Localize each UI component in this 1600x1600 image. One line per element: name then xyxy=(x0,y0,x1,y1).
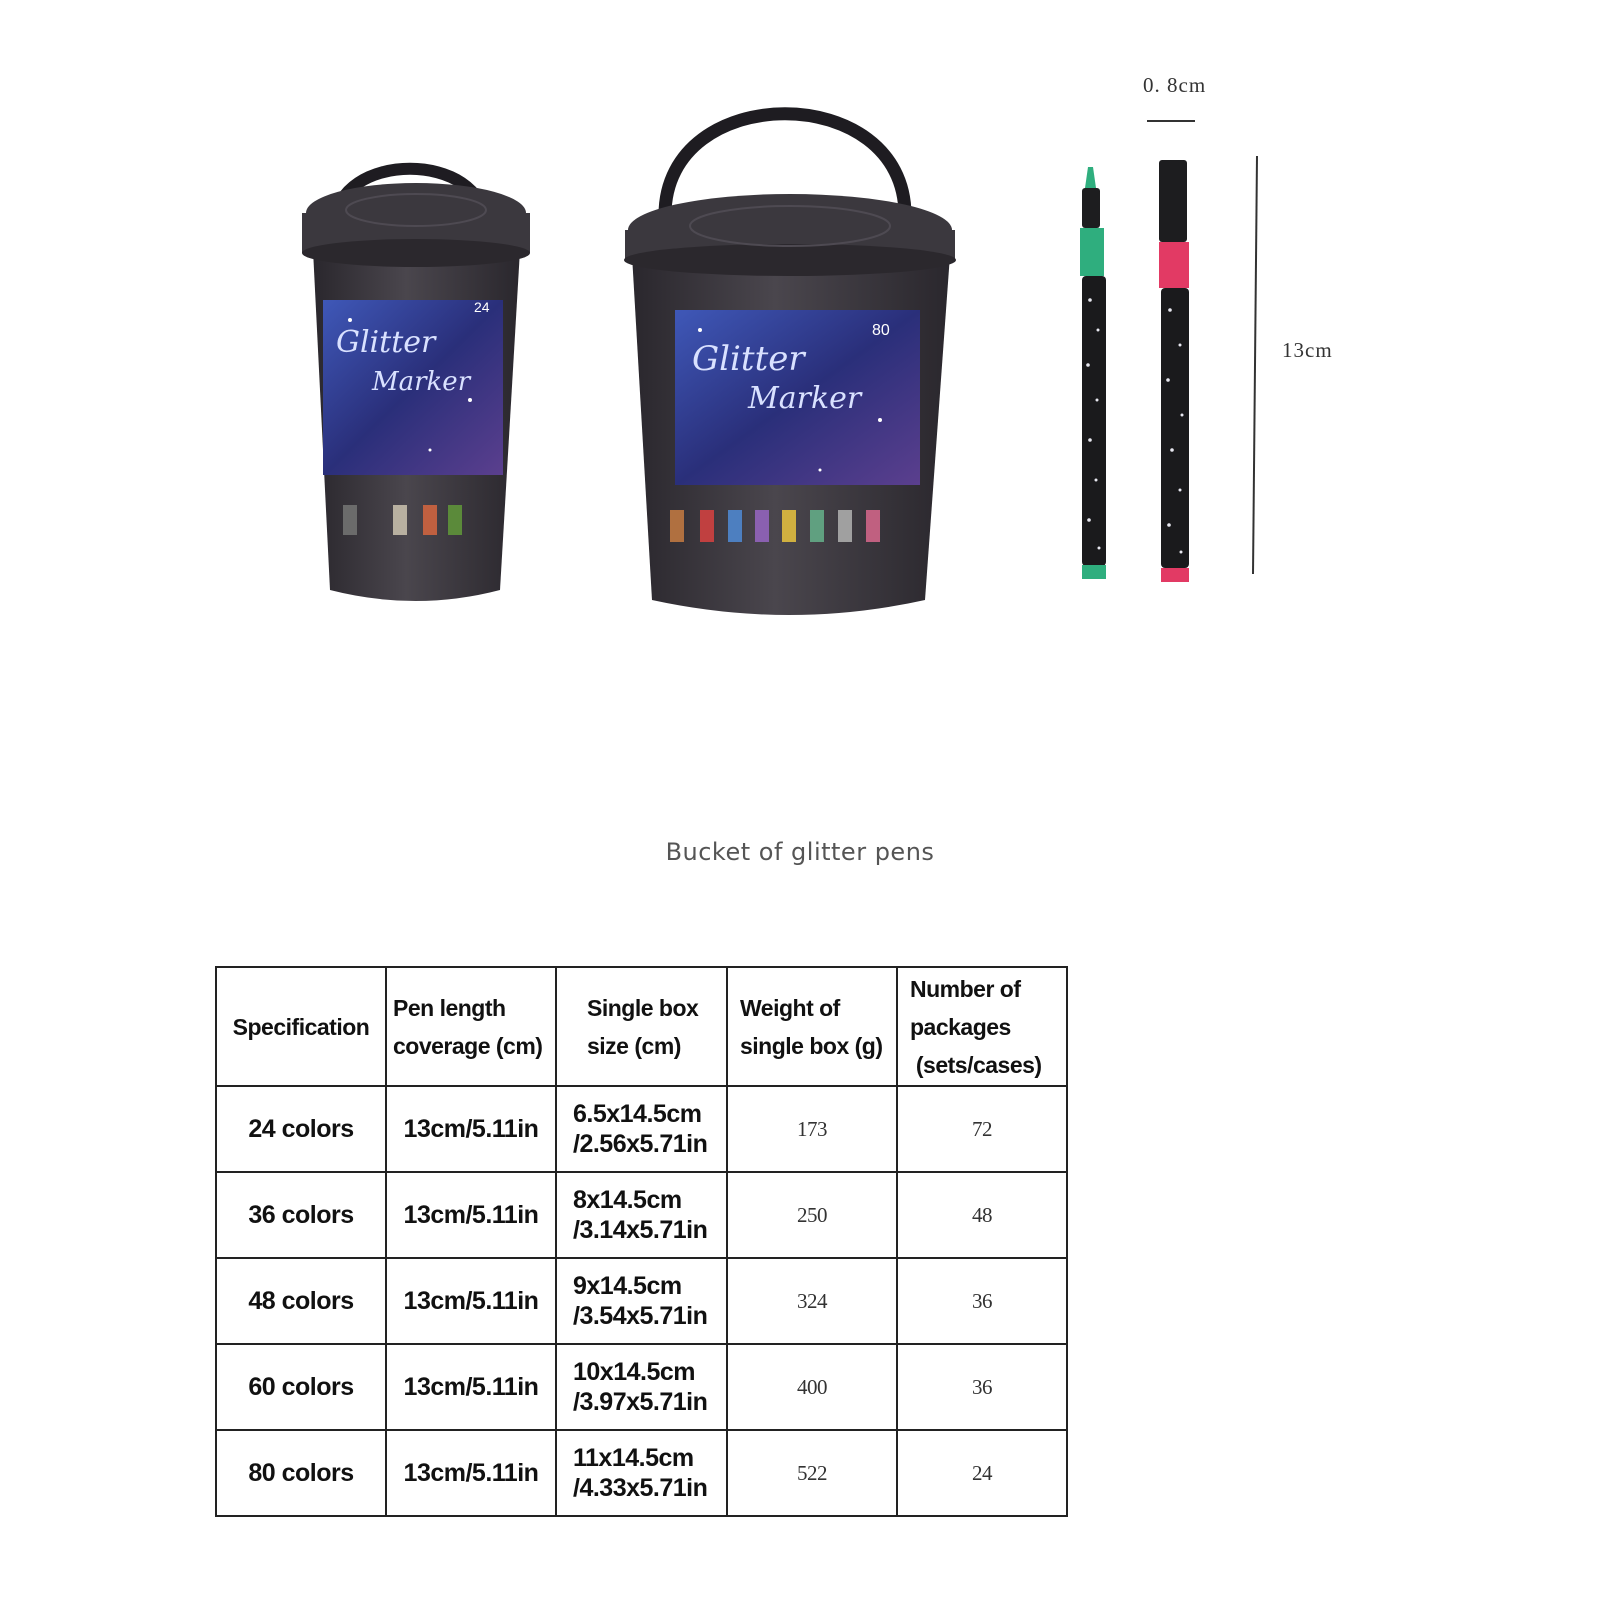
specification-table xyxy=(215,966,1068,1517)
small-bucket-label-subtitle: Marker xyxy=(372,367,471,397)
cell-line: 9x14.5cm xyxy=(573,1272,682,1300)
cell-packages: 72 xyxy=(897,1086,1067,1172)
header-line: Weight of xyxy=(740,994,840,1021)
cell-box-size xyxy=(556,1172,727,1258)
cell-line: 10x14.5cm xyxy=(573,1358,696,1386)
cell-box-size xyxy=(556,1344,727,1430)
cell-pen-length: 13cm/5.11in xyxy=(386,1430,556,1516)
table-row xyxy=(216,1258,1067,1344)
header-line: Number of xyxy=(910,975,1021,1002)
cell-line: /2.56x5.71in xyxy=(573,1130,708,1158)
header-line: (sets/cases) xyxy=(910,1051,1042,1078)
table-row xyxy=(216,1344,1067,1430)
cell-weight: 522 xyxy=(727,1430,897,1516)
cell-specification: 48 colors xyxy=(216,1258,386,1344)
cell-pen-length: 13cm/5.11in xyxy=(386,1172,556,1258)
header-box-weight xyxy=(727,967,897,1086)
cell-weight: 173 xyxy=(727,1086,897,1172)
table-row xyxy=(216,1430,1067,1516)
header-line: size (cm) xyxy=(587,1032,681,1059)
pen-length-label: 13cm xyxy=(1282,338,1333,362)
header-line: Specification xyxy=(232,1013,370,1040)
figure-caption: Bucket of glitter pens xyxy=(665,838,935,866)
cell-weight: 324 xyxy=(727,1258,897,1344)
small-bucket-label-title: Glitter xyxy=(336,325,436,360)
header-packages xyxy=(897,967,1067,1086)
cell-pen-length: 13cm/5.11in xyxy=(386,1258,556,1344)
header-line: Single box xyxy=(587,994,699,1021)
cell-line: 11x14.5cm xyxy=(573,1444,694,1472)
small-bucket-count-badge: 24 xyxy=(474,299,490,315)
cell-line: /4.33x5.71in xyxy=(573,1474,708,1502)
cell-box-size xyxy=(556,1258,727,1344)
product-figure xyxy=(0,0,1600,720)
cell-packages: 24 xyxy=(897,1430,1067,1516)
cell-box-size xyxy=(556,1430,727,1516)
header-line: single box (g) xyxy=(740,1032,883,1059)
pens-image xyxy=(1080,121,1257,582)
length-dimension-line xyxy=(1253,156,1257,574)
cell-line: /3.14x5.71in xyxy=(573,1216,708,1244)
cell-line: /3.97x5.71in xyxy=(573,1388,708,1416)
cell-box-size xyxy=(556,1086,727,1172)
cell-pen-length: 13cm/5.11in xyxy=(386,1344,556,1430)
cell-pen-length: 13cm/5.11in xyxy=(386,1086,556,1172)
header-specification xyxy=(216,967,386,1086)
cell-line: 6.5x14.5cm xyxy=(573,1100,702,1128)
header-line: Pen length xyxy=(393,994,506,1021)
cell-packages: 36 xyxy=(897,1344,1067,1430)
cell-packages: 36 xyxy=(897,1258,1067,1344)
header-line: packages xyxy=(910,1013,1011,1040)
cell-line: /3.54x5.71in xyxy=(573,1302,708,1330)
cell-specification: 60 colors xyxy=(216,1344,386,1430)
header-pen-length xyxy=(386,967,556,1086)
header-box-size xyxy=(556,967,727,1086)
cell-specification: 24 colors xyxy=(216,1086,386,1172)
small-bucket-image xyxy=(302,169,530,601)
cell-line: 8x14.5cm xyxy=(573,1186,682,1214)
cell-packages: 48 xyxy=(897,1172,1067,1258)
table-row xyxy=(216,1172,1067,1258)
large-bucket-count-badge: 80 xyxy=(872,322,890,339)
table-row xyxy=(216,1086,1067,1172)
cell-weight: 250 xyxy=(727,1172,897,1258)
large-bucket-label-subtitle: Marker xyxy=(748,381,862,416)
cell-specification: 36 colors xyxy=(216,1172,386,1258)
large-bucket-image xyxy=(624,114,956,615)
cell-weight: 400 xyxy=(727,1344,897,1430)
large-bucket-label-title: Glitter xyxy=(692,339,805,379)
pen-width-label: 0. 8cm xyxy=(1143,73,1207,97)
header-line: coverage (cm) xyxy=(393,1032,543,1059)
cell-specification: 80 colors xyxy=(216,1430,386,1516)
table-header-row xyxy=(216,967,1067,1086)
